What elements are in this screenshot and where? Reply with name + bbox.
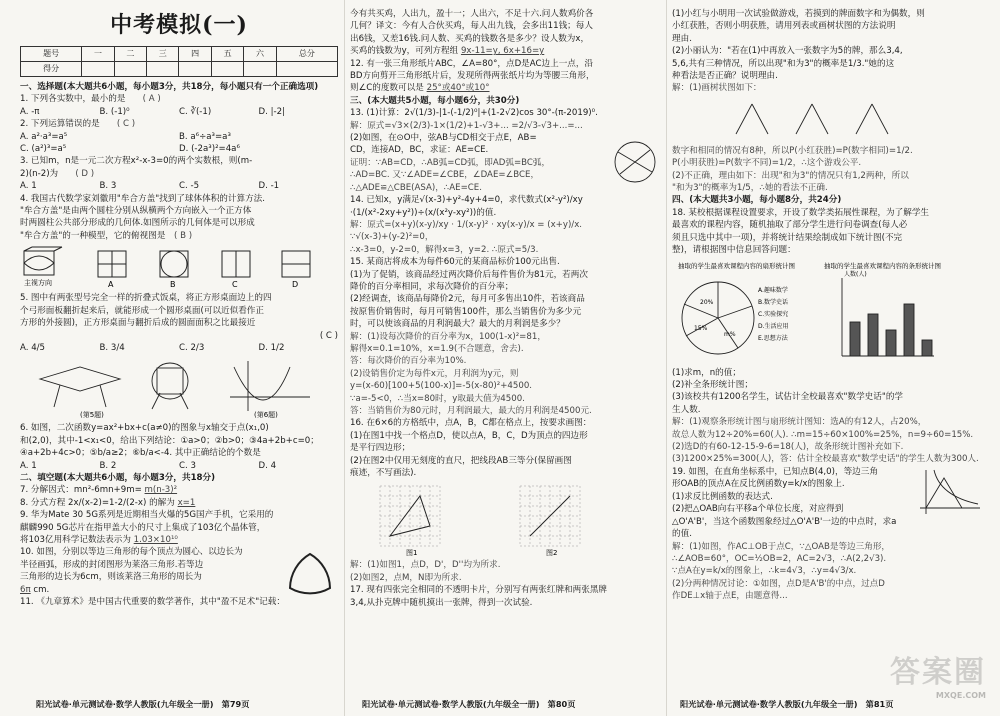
page-80 (350, 8, 660, 692)
question-text: CD，连接AD，BC，求证：AE=CE. (350, 145, 489, 156)
score-table-header-row (21, 47, 338, 62)
question-text: 时两圆柱公共部分形成的几何体.如图所示的几何体是可以形成 (20, 218, 255, 229)
solution-text: ∵点A在y=k/x的图象上，∴k=4√3，∴y=4√3/x. (672, 566, 857, 577)
score-table (20, 46, 338, 77)
solution-text: 解：(1)设每次降价的百分率为x，100(1-x)²=81， (350, 331, 546, 342)
answer: 6π (20, 584, 31, 595)
option: A. 1 (20, 460, 37, 471)
solution-text: ∴AD=BC. 又∵∠ADE=∠CBE，∠DAE=∠BCE， (350, 170, 540, 181)
q18-statistics-figures (672, 260, 982, 364)
option: C. 3 (179, 460, 196, 471)
option: D. |-2| (258, 106, 285, 117)
solution-text: (2)选D的有60-12-15-9-6=18(人)，故条形统计图补充如下. (672, 441, 904, 452)
option-d-figure (282, 251, 310, 277)
solution-text: 故总人数为12÷20%=60(人). ∴m=15÷60×100%=25%，n=9÷60=15%. (672, 429, 974, 440)
table-cell (82, 62, 114, 77)
question-text: 6. 如图，二次函数y=ax²+bx+c(a≠0)的图象与x轴交于点(x₁,0) (20, 423, 269, 434)
reuleaux-triangle-figure (282, 546, 338, 596)
option: A. 4/5 (20, 342, 46, 353)
question-text: 15. 某商店将成本为每件60元的某商品标价100元出售. (350, 257, 560, 268)
options (20, 106, 338, 118)
solution-text: 证明：∵AB=CD，∴AB弧=CD弧，即AD弧=BC弧， (350, 157, 551, 168)
watermark (890, 647, 986, 700)
text-line: 5,6,共有三种情况，所以出现"和为3"的概率是1/3."她的这 (672, 58, 895, 69)
answer: m(n-3)² (144, 485, 178, 496)
question-text: 12. 有一张三角形纸片ABC，∠A=80°，点D是AC边上一点，沿 (350, 58, 594, 69)
question-text: (2)如图，在⊙O中，弦AB与CD相交于点E，AB= (350, 133, 537, 144)
page-footer: 阳光试卷·单元测试卷·数学人教版(九年级全一册) 第79页 (36, 699, 250, 709)
question-text: 17. 现有四张完全相同的不透明卡片，分别写有两张红牌和两张黑牌 (350, 585, 608, 596)
question-text: 10. 如图，分别以等边三角形的每个顶点为圆心、以边长为 (20, 547, 243, 558)
answer: 25°或40°或10° (426, 83, 490, 94)
question-text: 16. 在6×6的方格纸中，点A，B，C都在格点上，按要求画图： (350, 418, 592, 429)
solution-text: y=(x-60)[100+5(100-x)]=-5(x-80)²+4500. (350, 381, 533, 392)
page-footer: 阳光试卷·单元测试卷·数学人教版(九年级全一册) 第80页 (362, 699, 576, 709)
section-heading: 三、(本大题共5小题，每小题6分，共30分) (350, 95, 520, 106)
bar (886, 330, 896, 356)
section-heading: 二、填空题(本大题共6小题，每小题3分，共18分) (20, 472, 216, 483)
question-text: ·(1/(x²-2xy+y²))÷(x/(x²y-xy²))的值. (350, 207, 497, 218)
page-footer: 阳光试卷·单元测试卷·数学人教版(九年级全一册) 第81页 (680, 699, 894, 709)
question-text: 麒麟990 5G芯片在指甲盖大小的尺寸上集成了103亿个晶体管， (20, 522, 266, 533)
column-divider (344, 0, 345, 716)
question-text: 4. 我国古代数学家刘徽用"牟合方盖"找到了球体体积的计算方法. (20, 193, 266, 204)
unit: cm. (33, 584, 50, 595)
text: 则∠C的度数可以是 (350, 83, 424, 94)
solution-text: (2)如图2，点M，N即为所求. (350, 572, 462, 583)
question-text: 19. 如图，在直角坐标系中，已知点B(4,0)，等边三角 (672, 466, 878, 477)
q19-block (672, 466, 984, 516)
question-text: △O'A'B'，当这个函数图象经过△O'A'B'一边的中点时，求a (672, 516, 897, 527)
solution-text: 作DE⊥x轴于点E，由题意得... (672, 591, 788, 602)
pie-chart (682, 282, 754, 354)
question-text: (2)补全条形统计图； (672, 379, 753, 390)
option: C. -5 (179, 181, 200, 192)
question-text (20, 497, 338, 509)
text: 2. 下列运算错误的是 (20, 119, 100, 130)
text-line: 种看法是否正确？说明理由. (672, 71, 778, 82)
bar (850, 322, 860, 356)
bar (922, 340, 932, 356)
question-text (20, 93, 338, 105)
option-label: B (170, 280, 176, 290)
table-cell (244, 62, 276, 77)
question-text (20, 584, 282, 596)
bar-chart (842, 278, 934, 356)
text-line: 今有共买鸡，人出九，盈十一；人出六，不足十六.问人数鸡价各 (350, 9, 594, 19)
solution-text: ∴x-3=0，y-2=0，解得x=3，y=2. ∴原式=5/3. (350, 244, 539, 255)
question-text: 个弓形面板翻折起来后，就能形成一个圆形桌面(可以近似看作正 (20, 305, 264, 316)
table-cell (114, 62, 146, 77)
question-text: 三角形的边长为6cm，则该莱洛三角形的周长为 (20, 572, 202, 583)
answer: x=1 (177, 497, 196, 508)
option: A. 1 (20, 181, 37, 192)
text-line: 出6钱，又差16钱.问人数、买鸡的钱数各是多少？设人数为x， (350, 33, 590, 44)
option: A. a²·a³=a⁵ (20, 131, 68, 142)
bar-ylabel: 人数(人) (844, 270, 867, 278)
answer: ( D ) (75, 168, 95, 179)
text-line: 理由. (672, 33, 692, 44)
question-text: 形OAB的顶点A在反比例函数y=k/x的图象上. (672, 479, 845, 490)
options (20, 131, 338, 143)
pie-legend: D.生活应用 (758, 322, 789, 330)
option: C. ∛(-1) (179, 106, 212, 117)
q10-text (20, 546, 282, 596)
question-text: 须且只选中其中一项)，并将统计结果绘制成如下统计图(不完 (672, 232, 903, 243)
question-text: 14. 已知x，y满足√(x-3)+y²-4y+4=0，求代数式(x²-y²)/xy (350, 195, 583, 206)
page-81 (672, 8, 984, 692)
table-cell: 二 (114, 47, 146, 62)
question-text (20, 230, 338, 242)
question-text: 的值. (672, 529, 692, 540)
solution-text: 解：原式=(x+y)(x-y)/xy · 1/(x-y)² · xy(x-y)/x = (x+y)/x. (350, 219, 583, 230)
tree-diagram (672, 98, 972, 142)
question-text: ④a+2b+4c>0；⑤b/a≥2；⑥b/a<-4. 其中正确结论的个数是 (20, 448, 261, 459)
solution-text: 解得x=0.1=10%，x=1.9(不合题意，舍去). (350, 343, 524, 354)
table-cell: 四 (179, 47, 211, 62)
grid-figures (350, 482, 650, 556)
front-view-label: 主视方向 (24, 279, 52, 288)
table-cell: 五 (211, 47, 243, 62)
question-text (20, 534, 338, 546)
table-cell (147, 62, 179, 77)
solution-text: ∴△ADE≌△CBE(ASA)，∴AE=CE. (350, 182, 482, 193)
folding-table-figure (40, 363, 188, 409)
page-79 (20, 8, 338, 692)
question-text: 和(2,0)，其中-1<x₁<0，给出下列结论：①a>0；②b>0；③4a+2b+c=0； (20, 435, 319, 446)
q19-text (672, 466, 914, 516)
solution-text: (2)不正确，理由如下：出现"和为3"的情况只有1,2两种，所以 (672, 170, 909, 181)
options (20, 143, 338, 155)
solution-text: 答：每次降价的百分率为10%. (350, 356, 467, 367)
option: B. 2 (99, 460, 117, 471)
pie-legend: A.趣味数学 (758, 286, 788, 294)
option: D. (-2a³)²=4a⁶ (179, 144, 240, 155)
bar-title: 抽取的学生最喜欢课程内容的条形统计图 (824, 261, 941, 270)
question-text: 3,4,从扑克牌中随机摸出一张牌，得到一次试验. (350, 597, 533, 608)
option: C. 2/3 (179, 342, 205, 353)
answer: 1.03×10¹⁰ (133, 534, 178, 545)
text: "牟合方盖"的一种模型，它的俯视图是 (20, 230, 166, 241)
question-text: (1)求m，n的值； (672, 367, 741, 378)
section-heading: 四、(本大题共3小题，每小题8分，共24分) (672, 195, 842, 206)
question-text: 整)，请根据图中信息回答问题： (672, 245, 796, 256)
question-text: (1)为了促销，该商品经过两次降价后每件售价为81元，若两次 (350, 269, 588, 280)
q4-figures (20, 245, 320, 289)
answer: ( C ) (319, 330, 338, 341)
option: B. (-1)⁰ (99, 106, 130, 117)
solution-text: (2)分两种情况讨论：①如图，点D是A'B'的中点，过点D (672, 578, 885, 589)
answer: ( A ) (142, 94, 161, 105)
text: 1. 下列各实数中，最小的是 (20, 94, 126, 105)
option: D. -1 (258, 181, 280, 192)
question-text: 时，可以使该商品的月利润最大？最大的月利润是多少？ (350, 319, 565, 330)
text: 8. 分式方程 2x/(x-2)=1-2/(2-x) 的解为 (20, 497, 175, 508)
coordinate-figure (914, 466, 984, 516)
text-line: (2)小丽认为："若在(1)中再放入一张数字为5的牌，那么3,4, (672, 46, 903, 57)
question-text: 是平行四边形； (350, 443, 411, 454)
option: B. a⁶÷a³=a³ (179, 131, 231, 142)
option-label: A (108, 280, 114, 290)
question-text: 5. 图中有两张型号完全一样的折叠式饭桌，将正方形桌面边上的四 (20, 293, 272, 304)
text-line: 小红获胜，否则小明获胜，请用列表或画树状图的方法说明 (672, 21, 896, 32)
option-c-figure (222, 251, 250, 277)
text: 2)(n-2)为 (20, 168, 59, 179)
question-text: "牟合方盖"是由两个圆柱分别从纵横两个方向嵌入一个正方体 (20, 206, 252, 217)
option: D. 1/2 (258, 342, 285, 353)
question-text: (1)在图1中找一个格点D，使以点A，B，C，D为顶点的四边形 (350, 430, 588, 441)
question-text: 方形的外接圆)，正方形桌面与翻折后成的圆面面积之比最接近 (20, 318, 256, 329)
question-text: 3. 已知m，n是一元二次方程x²-x-3=0的两个实数根，则(m- (20, 156, 253, 167)
answer: 9x-11=y, 6x+16=y (460, 46, 545, 57)
q5-q6-figures (20, 357, 320, 419)
table-cell: 三 (147, 47, 179, 62)
pie-pct: 15% (694, 324, 708, 332)
solution-text: ∴∠AOB=60°，OC=½OB=2，AC=2√3，∴A(2,2√3). (672, 553, 887, 564)
solution-text: 解：(1)如图1，点D，D'，D''均为所求. (350, 560, 501, 571)
text-line: (1)小红与小明用一次试验做游戏，若摸到的牌面数字和为偶数，则 (672, 9, 925, 19)
question-text (20, 118, 338, 130)
question-text: 降价的百分率相同，求每次降价的百分率； (350, 281, 514, 292)
figure-caption: 图1 (406, 549, 418, 557)
solution-text: (3)1200×25%=300(人)，答：估计全校最喜欢"数学史话"的学生人数为300人. (672, 454, 979, 465)
table-cell (179, 62, 211, 77)
solution-text: "和为3"的概率为1/5，∴她的看法不正确. (672, 183, 828, 194)
question-text: 按原售价销售时，每月可销售100件，那么当销售价为多少元 (350, 306, 582, 317)
q13-block (350, 132, 660, 194)
q10-block (20, 546, 338, 596)
table-cell (211, 62, 243, 77)
question-text: 18. 某校根据课程设置要求，开设了数学类拓展性课程，为了解学生 (672, 207, 930, 218)
question-text (20, 484, 338, 496)
solution-text: 解：原式=√3×(2/3)-1×(1/2)+1-√3+... =2/√3-√3+...=... (350, 120, 583, 131)
solution-text: 答：当销售价为80元时，月利润最大，最大的月利润是4500元. (350, 406, 592, 416)
option: C. (a²)³=a⁵ (20, 144, 67, 155)
question-text: (2)经调查，该商品每降价2元，每月可多售出10件，若该商品 (350, 294, 585, 305)
question-text: (2)把△OAB向右平移a个单位长度，对应得到 (672, 503, 844, 514)
question-text: (2)在图2中仅用无刻度的直尺，把线段AB三等分(保留画图 (350, 455, 572, 466)
option-label: D (292, 280, 299, 290)
question-text: 生人数. (672, 404, 701, 415)
page-title: 中考模拟(一) (110, 12, 248, 38)
question-text (20, 168, 338, 180)
answer: ( C ) (116, 119, 136, 130)
text: 7. 分解因式：mn²-6mn+9m= (20, 485, 145, 496)
score-table-row (21, 62, 338, 77)
pie-pct: 20% (700, 298, 714, 306)
question-text: (1)求反比例函数的表达式. (672, 491, 773, 502)
question-text: 痕迹，不写画法). (350, 468, 417, 479)
option-label: C (232, 280, 238, 290)
options (20, 342, 338, 354)
pie-pct: m% (724, 330, 736, 338)
option: B. 3 (99, 181, 117, 192)
question-text (350, 82, 660, 94)
bar (904, 304, 914, 356)
solution-text: 解：(1)画树状图如下： (672, 83, 762, 94)
question-text: (3)该校共有1200名学生，试估计全校最喜欢"数学史话"的学 (672, 392, 904, 403)
solution-text: 解：(1)如图，作AC⊥OB于点C，∵△OAB是等边三角形， (672, 541, 891, 552)
table-cell: 得分 (21, 62, 82, 77)
options (20, 460, 338, 472)
watermark-text: 答案圈 (890, 655, 986, 690)
question-text: 最喜欢的课程内容，随机抽取了部分学生进行问卷调查(每人必 (672, 220, 908, 231)
column-divider (666, 0, 667, 716)
bar (868, 314, 878, 356)
q13-text (350, 132, 610, 194)
watermark-subtext: MXQE.COM (935, 691, 986, 700)
solution-text: P(小明获胜)=P(数字不同)=1/2，∴这个游戏公平. (672, 158, 862, 169)
text: 将103亿用科学记数法表示为 (20, 534, 131, 545)
section-heading: 一、选择题(本大题共6小题，每小题3分，共18分，每小题只有一个正确选项) (20, 82, 319, 92)
options (20, 180, 338, 192)
question-text: 半径画弧，形成的封闭图形为莱洛三角形.若等边 (20, 559, 204, 570)
table-cell: 六 (244, 47, 276, 62)
figure-caption: (第6题) (254, 411, 278, 420)
solution-text: ∵√(x-3)+(y-2)²=0， (350, 232, 434, 243)
option: D. 4 (258, 460, 277, 471)
question-text: 13. (1)计算：2√(1/3)-|1-(-1/2)⁰|+(1-2√2)cos 30°-(π-2019)⁰. (350, 108, 598, 119)
parabola-figure (230, 361, 310, 411)
text-line: 几何？译文：今有人合伙买鸡，每人出九钱，会多出11钱；每人 (350, 21, 593, 32)
text-line (350, 45, 660, 57)
solid-model-figure (24, 247, 62, 275)
answer: ( B ) (174, 230, 193, 241)
solution-text: (2)设销售价定为每件x元，月利润为y元，则 (350, 368, 519, 379)
grid-figure-1 (380, 486, 440, 546)
solution-text: ∵a=-5<0，∴当x=80时，y取最大值为4500. (350, 393, 525, 404)
table-cell (276, 62, 337, 77)
text: 买鸡的钱数为y，可列方程组 (350, 46, 459, 57)
circle-chords-figure (610, 132, 660, 188)
pie-legend: C.实验探究 (758, 310, 789, 318)
solution-text: 解：(1)观察条形统计图与扇形统计图知：选A的有12人，占20%， (672, 417, 927, 428)
option-b-figure (160, 251, 188, 277)
pie-legend: B.数学史话 (758, 298, 789, 306)
question-text: 9. 华为Mate 30 5G系列是近期相当火爆的5G国产手机，它采用的 (20, 510, 274, 521)
question-text: 11. 《九章算术》是中国古代重要的数学著作，其中"盈不足术"记载： (20, 597, 285, 608)
option: A. -π (20, 106, 40, 117)
figure-caption: 图2 (546, 549, 558, 557)
table-cell: 总分 (276, 47, 337, 62)
solution-text: 数字和相同的情况有8种，所以P(小红获胜)=P(数字相同)=1/2. (672, 145, 913, 156)
option-a-figure (98, 251, 126, 277)
table-cell: 题号 (21, 47, 82, 62)
pie-legend: E.思想方法 (758, 334, 788, 342)
option: B. 3/4 (99, 342, 125, 353)
pie-title: 抽取的学生最喜欢课程内容的扇形统计图 (678, 261, 795, 270)
question-text: BD方向剪开三角形纸片后，发现所得两张纸片均为等腰三角形， (350, 71, 595, 82)
figure-caption: (第5题) (80, 411, 104, 420)
table-cell: 一 (82, 47, 114, 62)
